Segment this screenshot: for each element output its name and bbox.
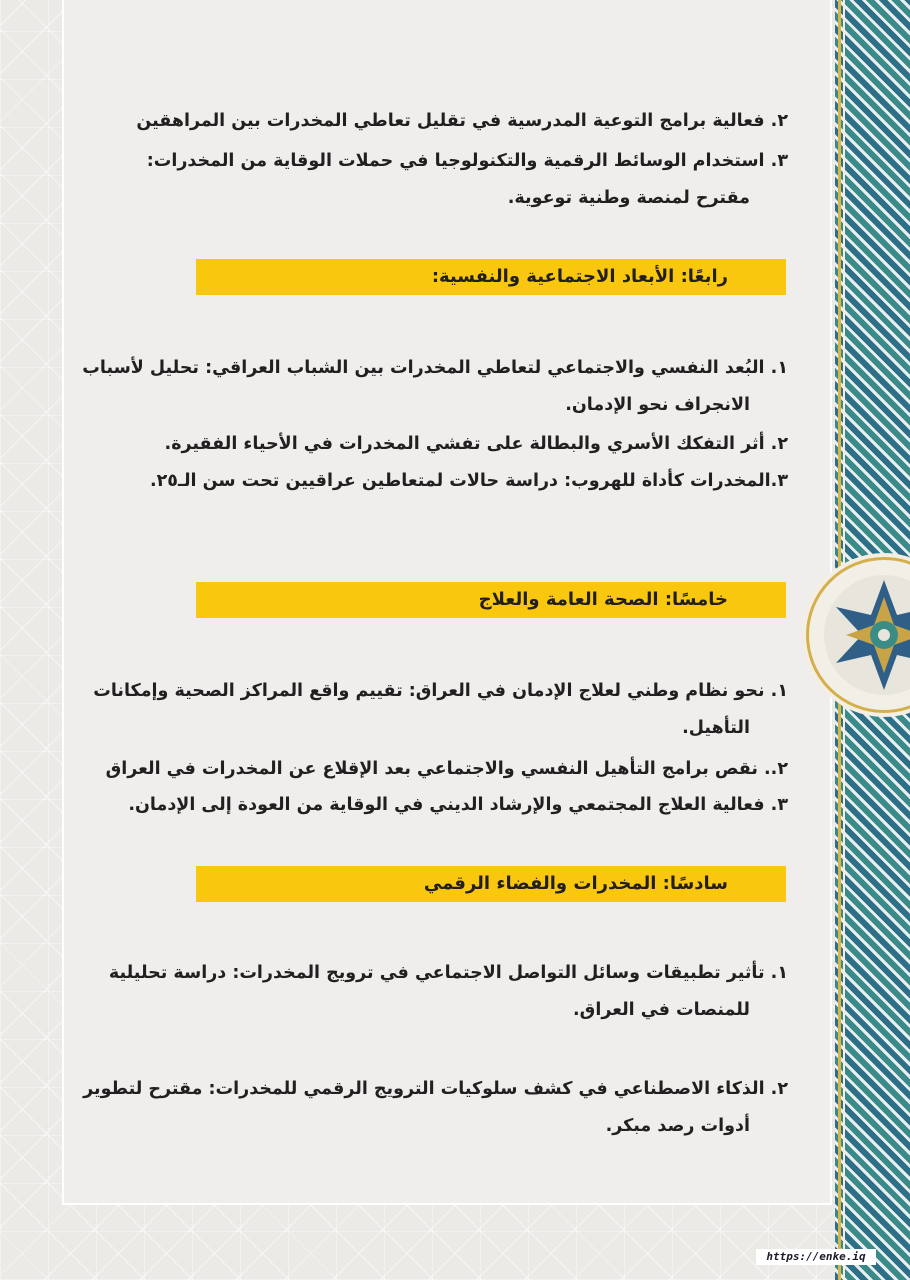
section-heading-4: رابعًا: الأبعاد الاجتماعية والنفسية: [196, 259, 786, 295]
item-continuation: أدوات رصد مبكر. [605, 1116, 750, 1136]
list-item [80, 673, 792, 747]
list-item [80, 955, 792, 1029]
item-text: ١. نحو نظام وطني لعلاج الإدمان في العراق: تقييم واقع المراكز الصحية وإمكانات [93, 681, 788, 701]
list-item [80, 143, 792, 217]
section-heading-6: سادسًا: المخدرات والفضاء الرقمي [196, 866, 786, 902]
item-text: ٣. استخدام الوسائط الرقمية والتكنولوجيا في حملات الوقاية من المخدرات: [146, 151, 788, 171]
item-text: ٣. فعالية العلاج المجتمعي والإرشاد الديني في الوقاية من العودة إلى الإدمان. [128, 795, 788, 815]
list-item [80, 103, 792, 140]
item-text: ٢.. نقص برامج التأهيل النفسي والاجتماعي بعد الإقلاع عن المخدرات في العراق [105, 759, 788, 779]
list-item [80, 463, 792, 500]
item-continuation: الانجراف نحو الإدمان. [565, 395, 750, 415]
item-continuation: التأهيل. [682, 718, 750, 738]
item-text: ٢. أثر التفكك الأسري والبطالة على تفشي المخدرات في الأحياء الفقيرة. [164, 434, 788, 454]
list-item [80, 426, 792, 463]
list-item [80, 1071, 792, 1145]
item-continuation: مقترح لمنصة وطنية توعوية. [507, 188, 750, 208]
section-heading-5: خامسًا: الصحة العامة والعلاج [196, 582, 786, 618]
item-continuation: للمنصات في العراق. [573, 1000, 750, 1020]
item-text: ٣.المخدرات كأداة للهروب: دراسة حالات لمتعاطين عراقيين تحت سن الـ٢٥. [149, 471, 788, 491]
document-content [80, 0, 792, 1200]
ornament-medallion-icon [806, 557, 910, 713]
item-text: ٢. الذكاء الاصطناعي في كشف سلوكيات الترويج الرقمي للمخدرات: مقترح لتطوير [83, 1079, 788, 1099]
list-item [80, 787, 792, 824]
item-text: ١. تأثير تطبيقات وسائل التواصل الاجتماعي في ترويج المخدرات: دراسة تحليلية [108, 963, 788, 983]
list-item [80, 350, 792, 424]
list-item [80, 751, 792, 788]
footer-url-link[interactable]: https://enke.iq [756, 1249, 876, 1265]
item-text: ١. البُعد النفسي والاجتماعي لتعاطي المخدرات بين الشباب العراقي: تحليل لأسباب [82, 358, 788, 378]
item-text: ٢. فعالية برامج التوعية المدرسية في تقليل تعاطي المخدرات بين المراهقين [136, 111, 788, 131]
